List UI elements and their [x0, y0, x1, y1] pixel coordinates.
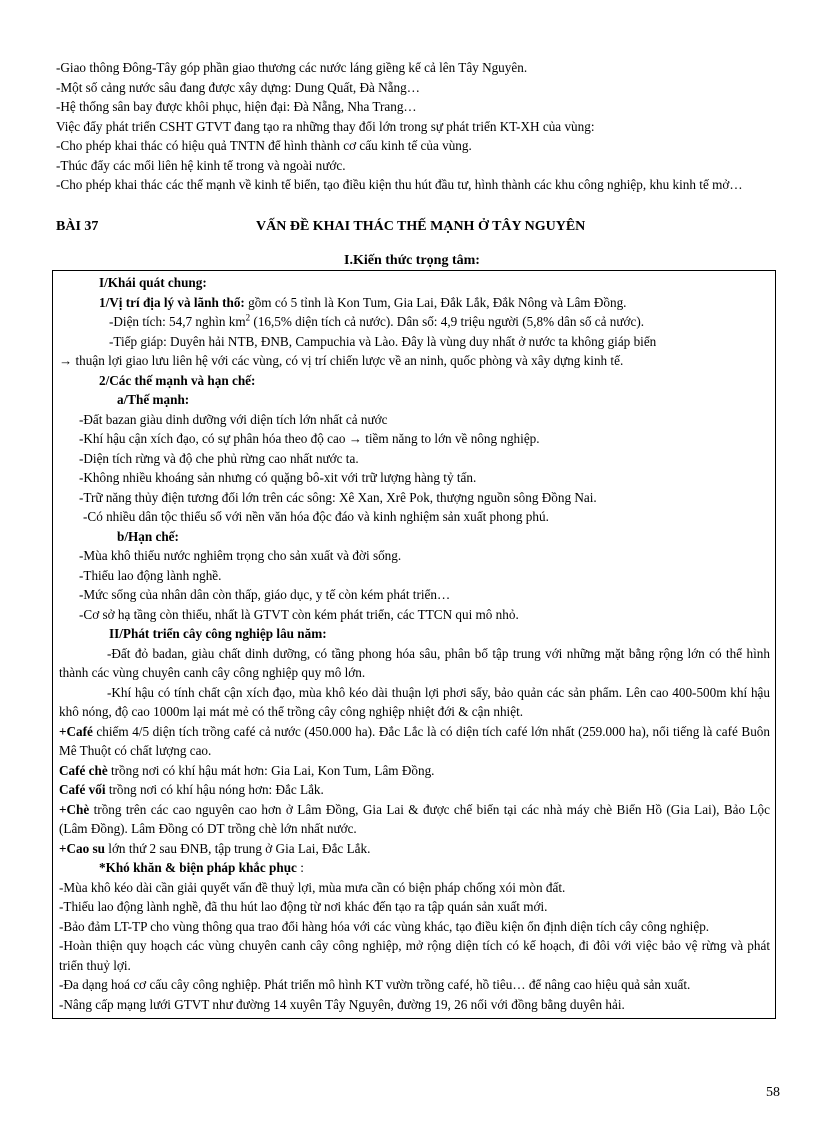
- difficulty-item: -Nâng cấp mạng lưới GTVT như đường 14 xuyên Tây Nguyên, đường 19, 26 nối với đồng bằng duyên hải.: [59, 996, 625, 1012]
- arrow-icon: →: [348, 431, 362, 446]
- strength-item-text: -Khí hậu cận xích đạo, có sự phân hóa theo độ cao: [79, 431, 349, 446]
- strength-item-text-cont: tiềm năng to lớn về nông nghiệp.: [361, 431, 540, 446]
- intro-paragraph: -Hệ thống sân bay được khôi phục, hiện đại: Đà Nẵng, Nha Trang…: [56, 99, 417, 114]
- difficulty-item: -Thiếu lao động lành nghề, đã thu hút lao động từ nơi khác đến tạo ra tập quán sản xuất mới.: [59, 899, 548, 914]
- robusta-text: trồng nơi có khí hậu nóng hơn: Đắc Lắk.: [105, 782, 324, 797]
- area-text: -Diện tích: 54,7 nghìn km: [109, 314, 246, 329]
- location-paragraph: [59, 293, 770, 313]
- difficulties-heading-line: [59, 858, 770, 878]
- heading-overview: I/Khái quát chung:: [99, 275, 207, 290]
- strength-item: -Diện tích rừng và độ che phủ rừng cao nhất nước ta.: [79, 450, 359, 466]
- intro-paragraph: -Cho phép khai thác các thế mạnh về kinh tế biển, tạo điều kiện thu hút đầu tư, hình thành các khu công nghiệp, khu kinh tế mở…: [56, 177, 743, 192]
- arabica-label: Café chè: [59, 762, 108, 778]
- arabica-paragraph: [59, 761, 770, 781]
- arabica-text: trồng nơi có khí hậu mát hơn: Gia Lai, Kon Tum, Lâm Đồng.: [107, 762, 435, 778]
- strength-item: -Có nhiều dân tộc thiểu số với nền văn hóa độc đáo và kinh nghiệm sản xuất phong phú.: [83, 509, 549, 524]
- limit-item: -Mùa khô thiếu nước nghiêm trọng cho sản xuất và đời sống.: [79, 548, 402, 563]
- lesson-number: BÀI 37: [56, 218, 99, 234]
- difficulty-item: -Mùa khô kéo dài cần giải quyết vấn đề thuỷ lợi, mùa mưa cần có biện pháp chống xói mòn đất.: [59, 879, 566, 895]
- rubber-label: +Cao su: [59, 840, 105, 856]
- heading-strengths: a/Thế mạnh:: [117, 392, 190, 407]
- arrow-icon: →: [59, 353, 73, 368]
- lesson-header: [56, 215, 768, 239]
- difficulty-item: -Hoàn thiện quy hoạch các vùng chuyên canh cây công nghiệp, mở rộng diện tích có kế hoạch, đi đôi với việc bảo vệ rừng và phát triển thuỷ lợi.: [59, 938, 770, 973]
- robusta-label: Café vối: [59, 782, 106, 797]
- limit-item: -Mức sống của nhân dân còn thấp, giáo dục, y tế còn kém phát triển…: [79, 587, 451, 602]
- intro-paragraph: -Một số cảng nước sâu đang được xây dựng: Dung Quất, Đà Nẵng…: [56, 79, 420, 95]
- heading-industrial: II/Phát triển cây công nghiệp lâu năm:: [109, 626, 327, 641]
- heading-limits: b/Hạn chế:: [117, 528, 179, 544]
- area-paragraph: [59, 312, 770, 332]
- area-superscript: 2: [245, 312, 251, 323]
- section-title: I.Kiến thức trọng tâm:: [344, 252, 480, 268]
- rubber-paragraph: [59, 839, 770, 859]
- strength-item: -Đất bazan giàu dinh dưỡng với diện tích lớn nhất cả nước: [79, 411, 388, 427]
- location-text: gồm có 5 tỉnh là Kon Tum, Gia Lai, Đắk Lắk, Đắk Nông và Lâm Đồng.: [244, 294, 627, 310]
- strength-item: -Trữ năng thủy điện tương đối lớn trên các sông: Xê Xan, Xrê Pok, thượng nguồn sông Đồng Nai.: [79, 489, 597, 505]
- area-text-cont: (16,5% diện tích cả nước). Dân số: 4,9 triệu người (5,8% dân số cả nước).: [250, 314, 645, 329]
- border-continuation: [59, 351, 770, 371]
- document-page: [56, 58, 768, 1019]
- border-paragraph: -Tiếp giáp: Duyên hải NTB, ĐNB, Campuchia và Lào. Đây là vùng duy nhất ở nước ta không giáp biển: [109, 333, 657, 349]
- coffee-label: +Café: [59, 723, 93, 739]
- coffee-paragraph: [59, 722, 770, 761]
- intro-paragraph: -Giao thông Đông-Tây góp phần giao thương các nước láng giềng kể cả lên Tây Nguyên.: [56, 60, 528, 75]
- limit-item: -Cơ sở hạ tầng còn thiếu, nhất là GTVT còn kém phát triển, các TTCN qui mô nhỏ.: [79, 606, 519, 622]
- heading-difficulties-colon: :: [296, 860, 304, 875]
- heading-strengths-limits: 2/Các thế mạnh và hạn chế:: [99, 372, 256, 388]
- intro-block: [56, 58, 768, 195]
- page-number: 58: [766, 1085, 780, 1100]
- content-box: [52, 270, 776, 1019]
- strength-item: -Không nhiều khoáng sản nhưng có quặng bô-xit với trữ lượng hàng tỷ tấn.: [79, 470, 477, 485]
- coffee-text: chiếm 4/5 diện tích trồng café cả nước (450.000 ha). Đắc Lắc là có diện tích café lớn nhất (259.000 ha), nổi tiếng là café Buôn Mê Thuột có chất lượng cao.: [59, 723, 770, 758]
- soil-paragraph: -Đất đỏ badan, giàu chất dinh dưỡng, có tầng phong hóa sâu, phân bố tập trung với những mặt bằng rộng lớn có thể hình thành các vùng chuyên canh cây công nghiệp quy mô lớn.: [59, 645, 770, 680]
- tea-label: +Chè: [59, 801, 90, 817]
- tea-text: trồng trên các cao nguyên cao hơn ở Lâm Đồng, Gia Lai & được chế biến tại các nhà máy chè Biển Hồ (Gia Lai), Bảo Lộc (Lâm Đồng). Lâm Đồng có DT trồng chè lớn nhất nước.: [59, 801, 770, 836]
- rubber-text: lớn thứ 2 sau ĐNB, tập trung ở Gia Lai, Đắc Lắk.: [105, 840, 371, 856]
- intro-paragraph: -Cho phép khai thác có hiệu quả TNTN để hình thành cơ cấu kinh tế của vùng.: [56, 138, 472, 153]
- heading-difficulties: *Khó khăn & biện pháp khắc phục: [99, 860, 297, 875]
- strength-item: [59, 429, 770, 449]
- climate-paragraph: -Khí hậu có tính chất cận xích đạo, mùa khô kéo dài thuận lợi phơi sấy, bảo quản các sản phẩm. Lên cao 400-500m khí hậu khô nóng, độ cao 1000m lại mát mẻ có thể trồng cây công nghiệp nhiệt đới & cận nhiệt.: [59, 684, 770, 719]
- border-continuation-text: thuận lợi giao lưu liên hệ với các vùng, có vị trí chiến lược về an ninh, quốc phòng và xây dựng kinh tế.: [72, 353, 624, 368]
- limit-item: -Thiếu lao động lành nghề.: [79, 567, 222, 583]
- lesson-title: VẤN ĐỀ KHAI THÁC THẾ MẠNH Ở TÂY NGUYÊN: [256, 218, 586, 234]
- robusta-paragraph: [59, 780, 770, 800]
- tea-paragraph: [59, 800, 770, 839]
- intro-paragraph: -Thúc đẩy các mối liên hệ kinh tế trong và ngoài nước.: [56, 157, 346, 173]
- difficulty-item: -Bảo đảm LT-TP cho vùng thông qua trao đổi hàng hóa với các vùng khác, tạo điều kiện ổn định diện tích cây công nghiệp.: [59, 918, 710, 934]
- heading-location: 1/Vị trí địa lý và lãnh thổ:: [99, 294, 245, 310]
- intro-paragraph: Việc đẩy phát triển CSHT GTVT đang tạo ra những thay đổi lớn trong sự phát triển KT-XH của vùng:: [56, 118, 595, 134]
- difficulty-item: -Đa dạng hoá cơ cấu cây công nghiệp. Phát triển mô hình KT vườn trồng café, hồ tiêu… để nâng cao hiệu quả sản xuất.: [59, 977, 691, 992]
